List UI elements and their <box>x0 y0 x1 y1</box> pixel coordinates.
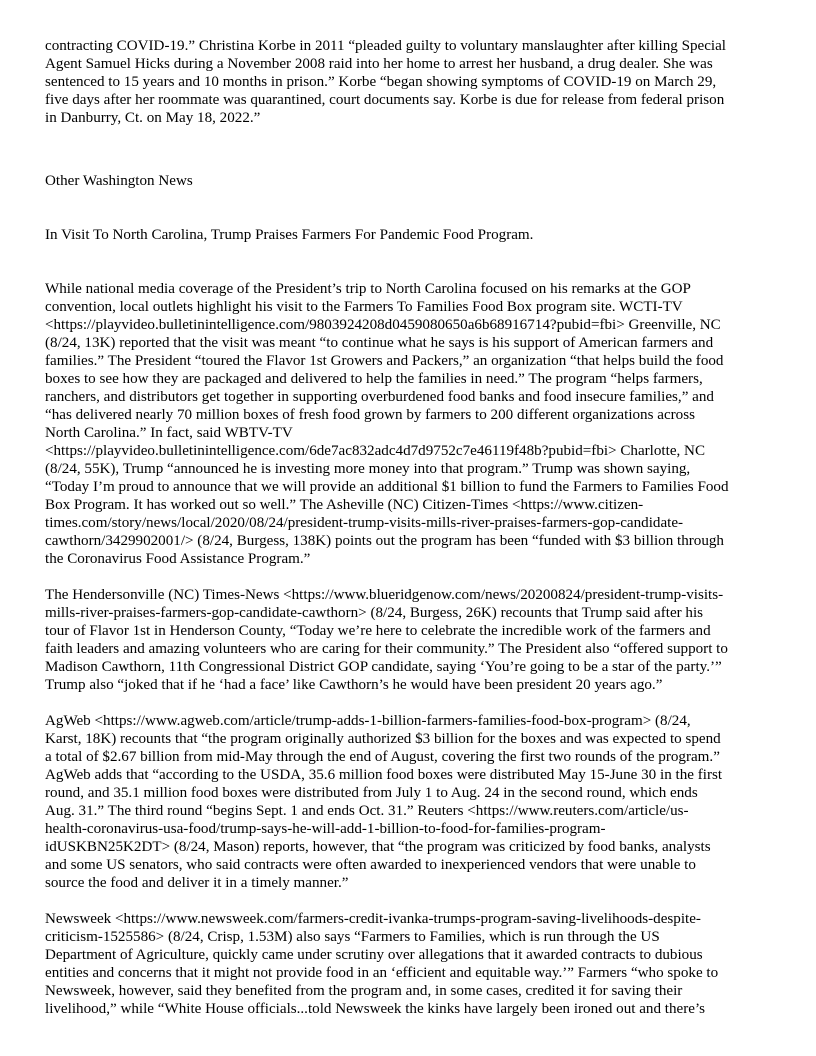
section-title: Other Washington News <box>45 173 193 189</box>
body-paragraph-4: Newsweek <https://www.newsweek.com/farmers-credit-ivanka-trumps-program-saving-livelihoods-despite- criticism-1525586> (8/24, Crisp, 1.53M) also says “Farmers to Families, which is run through the US Department of Agriculture, quickly came under scrutiny over allegations that it awarded contracts to dubious entities and concerns that it might not provide food in an ‘efficient and equitable way.’” Farmers “who spoke to Newsweek, however, said they benefited from the program and, in some cases, credited it for saving their livelihood,” while “White House officials...told Newsweek the kinks have largely been ironed out and there’s <box>45 911 719 1017</box>
document-page <box>45 37 773 1018</box>
body-paragraph-1: While national media coverage of the President’s trip to North Carolina focused on his remarks at the GOP convention, local outlets highlight his visit to the Farmers To Families Food Box program site. WCTI-TV <https://playvideo.bulletinintelligence.com/9803924208d0459080650a6b68916714?pubid=fbi> Greenville, NC (8/24, 13K) reported that the visit was meant “to continue what he says is his support of American farmers and families.” The President “toured the Flavor 1st Growers and Packers,” an organization “that helps build the food boxes to see how they are packaged and delivered to help the families in need.” The program “helps farmers, ranchers, and distributors get together in supporting overburdened food banks and food insecure families,” and “has delivered nearly 70 million boxes of fresh food grown by farmers to 200 different organizations across North Carolina.” In fact, said WBTV-TV <https://playvideo.bulletinintelligence.com/6de7ac832adc4d7d9752c7e46119f48b?pubid=fbi> Charlotte, NC (8/24, 55K), Trump “announced he is investing more money into that program.” Trump was shown saying, “Today I’m proud to announce that we will provide an additional $1 billion to fund the Farmers to Families Food Box Program. It has worked out so well.” The Asheville (NC) Citizen-Times <https://www.citizen- times.com/story/news/local/2020/08/24/president-trump-visits-mills-river-praises-farmers-gop-candidate- cawthorn/3429902001/> (8/24, Burgess, 138K) points out the program has been “funded with $3 billion through the Coronavirus Food Assistance Program.” <box>45 281 729 567</box>
body-paragraph-2: The Hendersonville (NC) Times-News <https://www.blueridgenow.com/news/20200824/president-trump-visits- mills-river-praises-farmers-gop-candidate-cawthorn> (8/24, Burgess, 26K) recounts that Trump said after his tour of Flavor 1st in Henderson County, “Today we’re here to celebrate the incredible work of the farmers and faith leaders and amazing volunteers who are caring for their community.” The President also “offered support to Madison Cawthorn, 11th Congressional District GOP candidate, saying ‘You’re going to be a star of the party.’” Trump also “joked that if he ‘had a face’ like Cawthorn’s he would have been president 20 years ago.” <box>45 587 728 693</box>
article-headline: In Visit To North Carolina, Trump Praises Farmers For Pandemic Food Program. <box>45 227 534 243</box>
body-paragraph-3: AgWeb <https://www.agweb.com/article/trump-adds-1-billion-farmers-families-food-box-program> (8/24, Karst, 18K) recounts that “the program originally authorized $3 billion for the boxes and was expected to spend a total of $2.67 billion from mid-May through the end of August, covering the first two rounds of the program.” AgWeb adds that “according to the USDA, 35.6 million food boxes were distributed May 15-June 30 in the first round, and 35.1 million food boxes were distributed from July 1 to Aug. 24 in the second round, which ends Aug. 31.” The third round “begins Sept. 1 and ends Oct. 31.” Reuters <https://www.reuters.com/article/us- health-coronavirus-usa-food/trump-says-he-will-add-1-billion-to-food-for-families-program- idUSKBN25K2DT> (8/24, Mason) reports, however, that “the program was criticized by food banks, analysts and some US senators, who said contracts were often awarded to inexperienced vendors that were unable to source the food and deliver it in a timely manner.” <box>45 713 723 891</box>
intro-paragraph: contracting COVID-19.” Christina Korbe in 2011 “pleaded guilty to voluntary manslaughter after killing Special Agent Samuel Hicks during a November 2008 raid into her home to arrest her husband, a drug dealer. She was sentenced to 15 years and 10 months in prison.” Korbe “began showing symptoms of COVID-19 on March 29, five days after her roommate was quarantined, court documents say. Korbe is due for release from federal prison in Danburry, Ct. on May 18, 2022.” <box>45 38 727 126</box>
